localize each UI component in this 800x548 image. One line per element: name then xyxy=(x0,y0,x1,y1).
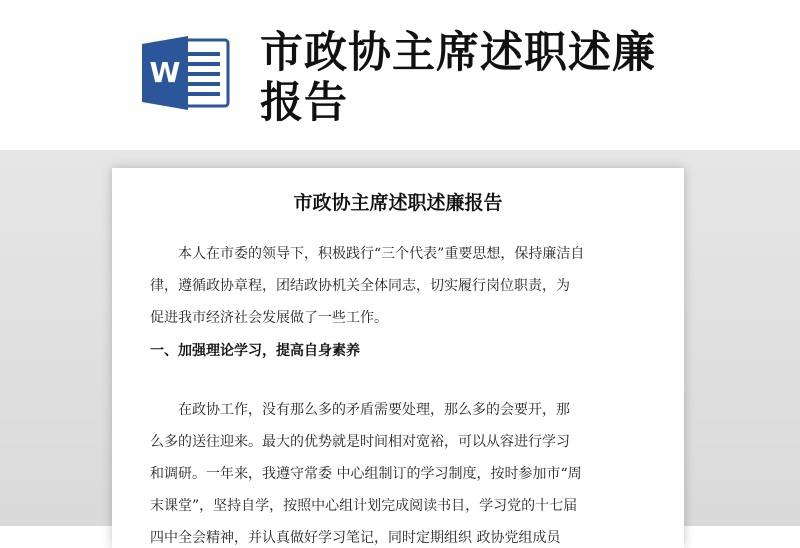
paragraph-line: 么多的送往迎来。最大的优势就是时间相对宽裕，可以从容进行学习 xyxy=(150,434,570,450)
section-heading: 一、加强理论学习，提高自身素养 xyxy=(150,343,360,359)
paragraph-line: 末课堂”，坚持自学，按照中心组计划完成阅读书目，学习党的十七届 xyxy=(150,498,578,514)
header-title-line2: 报告 xyxy=(260,78,348,128)
word-document-icon xyxy=(142,34,232,112)
paragraph-study xyxy=(150,394,650,548)
header-title-line1: 市政协主席述职述廉 xyxy=(260,28,656,78)
document-page xyxy=(112,168,684,548)
paragraph-line: 在政协工作，没有那么多的矛盾需要处理，那么多的会要开，那 xyxy=(178,402,570,418)
paragraph-line: 和调研。一年来，我遵守常委 中心组制订的学习制度，按时参加市“周 xyxy=(150,466,582,482)
paragraph-intro xyxy=(150,238,650,334)
paragraph-line: 促进我市经济社会发展做了一些工作。 xyxy=(150,310,388,326)
header-title xyxy=(260,28,740,128)
document-title: 市政协主席述职述廉报告 xyxy=(293,192,503,214)
svg-text:W: W xyxy=(149,56,181,89)
paragraph-line: 本人在市委的领导下，积极践行“三个代表”重要思想，保持廉洁自 xyxy=(178,246,585,262)
paragraph-line: 律，遵循政协章程，团结政协机关全体同志，切实履行岗位职责，为 xyxy=(150,278,570,294)
paragraph-line: 四中全会精神，并认真做好学习笔记，同时定期组织 政协党组成员 xyxy=(150,530,561,546)
